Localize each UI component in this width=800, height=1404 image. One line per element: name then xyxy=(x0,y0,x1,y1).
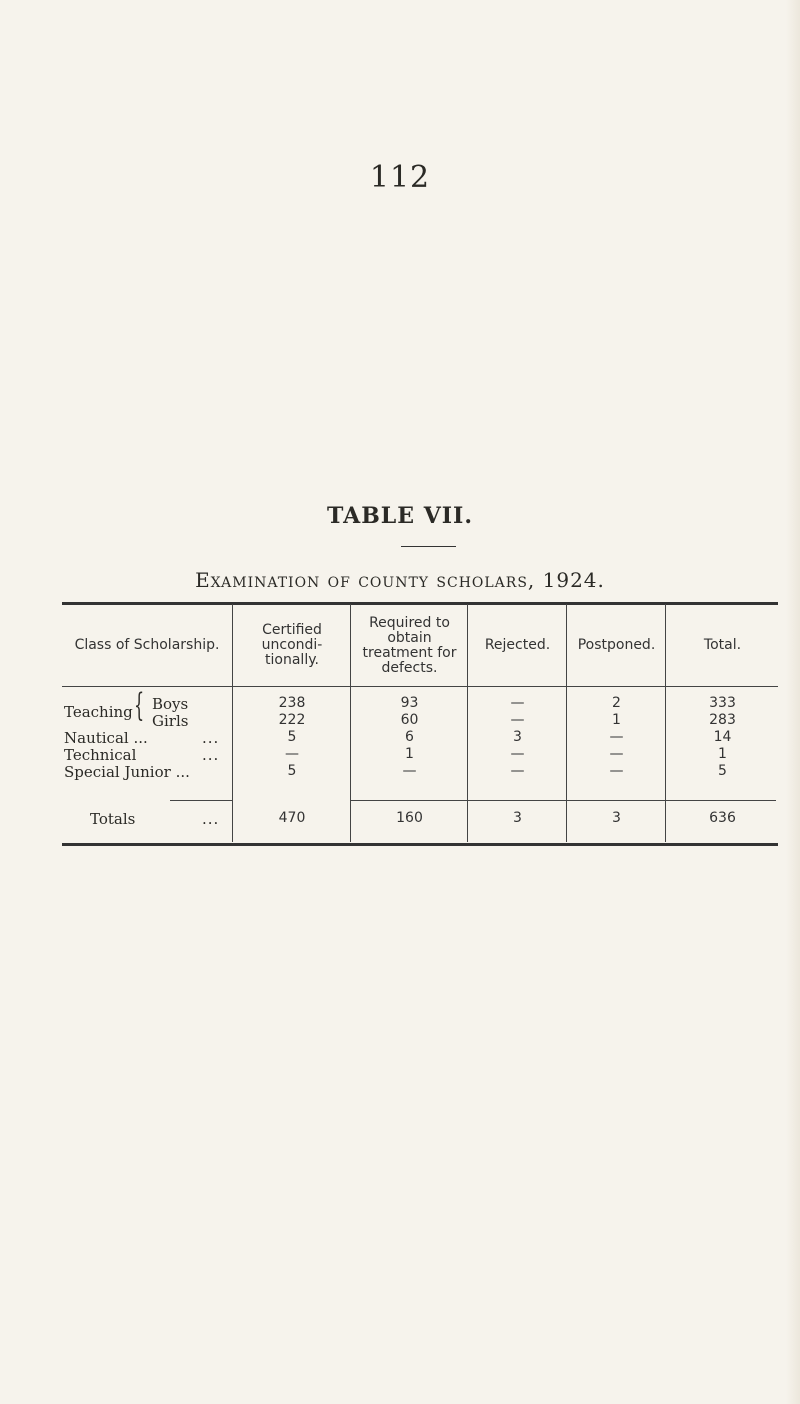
cell-special-junior-rejected: — xyxy=(510,763,525,779)
header-required: Required to obtain treatment for defects. xyxy=(362,614,457,676)
cell-boys-total: 333 xyxy=(709,695,736,711)
column-divider xyxy=(467,604,468,842)
cell-boys-required: 93 xyxy=(400,695,419,711)
table-bottom-rule xyxy=(62,843,778,846)
row-label-special-junior: Special Junior ... xyxy=(64,763,190,781)
row-label-technical: Technical xyxy=(64,746,137,764)
row-label-boys: Boys xyxy=(152,695,189,713)
totals-rule xyxy=(170,800,232,801)
header-class: Class of Scholarship. xyxy=(74,637,220,653)
cell-totals-required: 160 xyxy=(396,810,423,826)
header-certified: Certified uncondi- tionally. xyxy=(261,622,323,668)
cell-special-junior-required: — xyxy=(402,763,417,779)
cell-boys-postponed: 2 xyxy=(612,695,621,711)
leader-dots: ... xyxy=(202,810,220,828)
cell-totals-postponed: 3 xyxy=(612,810,621,826)
page-number: 112 xyxy=(369,160,431,195)
column-divider xyxy=(350,604,351,842)
header-rule xyxy=(62,686,778,687)
row-label-teaching: Teaching xyxy=(64,703,133,721)
cell-technical-certified: — xyxy=(285,746,299,762)
cell-technical-postponed: — xyxy=(609,746,624,762)
table-title: TABLE VII. xyxy=(326,503,474,529)
header-rejected: Rejected. xyxy=(484,637,551,653)
leader-dots: ... xyxy=(202,729,220,747)
leader-dots: ... xyxy=(202,746,220,764)
cell-technical-total: 1 xyxy=(718,746,727,762)
cell-girls-total: 283 xyxy=(709,712,736,728)
cell-nautical-rejected: 3 xyxy=(513,729,522,745)
row-label-nautical: Nautical ... xyxy=(64,729,148,747)
cell-totals-total: 636 xyxy=(709,810,736,826)
cell-special-junior-postponed: — xyxy=(609,763,624,779)
cell-nautical-required: 6 xyxy=(405,729,414,745)
cell-nautical-total: 14 xyxy=(713,729,732,745)
cell-girls-required: 60 xyxy=(400,712,419,728)
title-rule xyxy=(401,546,456,547)
cell-nautical-certified: 5 xyxy=(287,729,297,745)
cell-technical-required: 1 xyxy=(405,746,414,762)
row-label-girls: Girls xyxy=(152,712,189,730)
totals-rule xyxy=(350,800,776,801)
header-postponed: Postponed. xyxy=(577,637,656,653)
cell-special-junior-total: 5 xyxy=(718,763,727,779)
cell-special-junior-certified: 5 xyxy=(287,763,297,779)
cell-nautical-postponed: — xyxy=(609,729,624,745)
table-subtitle: Examination of county scholars, 1924. xyxy=(195,568,605,592)
cell-totals-rejected: 3 xyxy=(513,810,522,826)
column-divider xyxy=(665,604,666,842)
cell-technical-rejected: — xyxy=(510,746,525,762)
cell-totals-certified: 470 xyxy=(278,810,306,826)
header-total: Total. xyxy=(703,637,742,653)
column-divider xyxy=(232,604,233,842)
scholars-table xyxy=(62,602,778,847)
cell-boys-rejected: — xyxy=(510,695,525,711)
cell-girls-postponed: 1 xyxy=(612,712,621,728)
cell-girls-certified: 222 xyxy=(278,712,306,728)
column-divider xyxy=(566,604,567,842)
page-edge xyxy=(786,0,800,1404)
cell-girls-rejected: — xyxy=(510,712,525,728)
cell-boys-certified: 238 xyxy=(278,695,306,711)
row-label-totals: Totals xyxy=(90,810,136,828)
brace: { xyxy=(134,686,145,724)
